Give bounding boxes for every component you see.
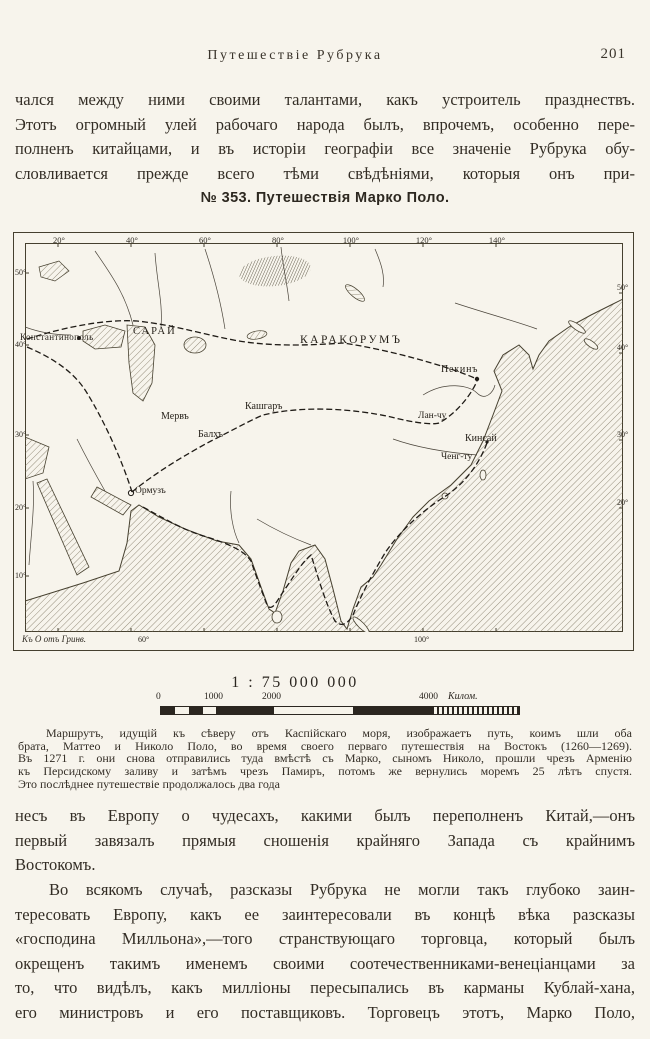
map-degree-label: 120° — [415, 235, 433, 245]
map-place-ormuz: Ормузъ — [135, 486, 166, 496]
text-line: Этотъ огромный улей рабочаго народа былъ, впрочемъ, особенно пере- — [15, 114, 635, 134]
scale-tick-label: 4000 — [419, 692, 438, 702]
text-line: тересовать Европу, какъ ее заинтересовали въ концѣ вѣка разсказы — [15, 904, 635, 924]
scale-bar — [160, 706, 520, 715]
map-degree-label: 60° — [199, 235, 211, 245]
map-place-saraj: САРАЙ — [133, 326, 177, 337]
map-degree-label: 100° — [414, 635, 430, 644]
map-degree-label: 100° — [342, 235, 360, 245]
scale-bar-segment — [273, 707, 353, 714]
map-figure — [13, 232, 634, 651]
map-place-konstantinopol: Константинополь — [20, 332, 94, 342]
scale-bar-segment — [353, 707, 432, 714]
paragraph-bottom-2 — [15, 878, 635, 1025]
running-title: Путешествіе Рубрука — [207, 48, 383, 63]
scale-bar-segment — [216, 707, 273, 714]
caption-line: къ Персидскому заливу и затѣмъ чрезъ Памиръ, потомъ же вернулись моремъ 25 лѣтъ спустя. — [18, 764, 632, 779]
caption-line: Въ 1271 г. они снова отправились туда вмѣстѣ съ Марко, сыномъ Николо, прошли чрезъ Арменію — [18, 751, 632, 766]
text-line: словливается прежде всего тѣми свѣдѣніями, которыя онъ при- — [15, 163, 635, 183]
map-place-lanchu: Лан-чу — [418, 411, 447, 421]
map-place-merv: Мервъ — [161, 411, 189, 422]
map-meridian-note: Къ О отъ Гринв. — [22, 634, 87, 644]
map-degree-label: 50° — [617, 283, 629, 292]
scale-tick-label: 1000 — [204, 692, 223, 702]
map-degree-label: 20° — [15, 503, 27, 512]
scale-bar-segment — [432, 707, 519, 714]
scale-tick-label: 0 — [156, 692, 161, 702]
map-place-kinsai: Кинсай — [465, 433, 497, 444]
figure-title: № 353. Путешествія Марко Поло. — [200, 190, 450, 206]
caption-line: Маршрутъ, идущій къ сѣверу отъ Каспійскаго моря, изображаетъ путь, коимъ шли оба — [46, 726, 632, 740]
map-degree-label: 40° — [15, 340, 27, 349]
map-degree-label: 60° — [138, 635, 150, 644]
scale-tick-label: 2000 — [262, 692, 281, 702]
map-drawing — [25, 243, 623, 632]
map-scale-ratio: 1 : 75 000 000 — [231, 674, 359, 691]
map-place-pekin: Пекинъ — [441, 364, 479, 375]
paragraph-top — [15, 88, 635, 186]
text-line: Востокомъ. — [15, 855, 96, 874]
text-line: Во всякомъ случаѣ, разсказы Рубрука не могли такъ глубоко заин- — [49, 880, 635, 899]
figure-caption — [18, 727, 632, 791]
caption-line: брата, Маттео и Николо Поло, во время своего перваго путешествія на Востокъ (1260—1269). — [18, 738, 632, 753]
paragraph-bottom-1 — [15, 804, 635, 878]
caption-line: Это послѣднее путешествіе продолжалось два года — [18, 776, 280, 791]
map-degree-label: 30° — [617, 430, 629, 439]
map-degree-label: 20° — [617, 498, 629, 507]
text-line: окрещенъ такимъ именемъ своими соотечественниками-венеціанцами за — [15, 953, 635, 973]
map-degree-label: 50° — [15, 268, 27, 277]
map-degree-label: 40° — [617, 343, 629, 352]
map-degree-label: 40° — [126, 235, 138, 245]
text-line: его министровъ и его поставщиковъ. Торговецъ этотъ, Марко Поло, — [15, 1002, 635, 1022]
map-degree-label: 10° — [15, 571, 27, 580]
text-line: первый завязалъ прямыя сношенія крайняго Запада съ крайнимъ — [15, 830, 635, 850]
map-place-balkh: Балхъ — [198, 429, 224, 440]
page-number: 201 — [600, 46, 626, 62]
text-line: несъ въ Европу о чудесахъ, какими былъ переполненъ Китай,—онъ — [15, 806, 635, 825]
map-place-chengtu: Ченг-ту — [441, 452, 473, 462]
map-place-karakorum: КАРАКОРУМЪ — [300, 334, 403, 346]
text-line: то, что видѣлъ, какъ милліоны пересыпались въ карманы Кублай-хана, — [15, 978, 635, 997]
scale-bar-segment — [161, 707, 216, 714]
scale-unit-label: Килом. — [448, 691, 478, 702]
map-degree-label: 20° — [53, 235, 65, 245]
text-line: полненъ китайцами, и въ исторіи географіи все значеніе Рубрука обу- — [15, 139, 635, 158]
map-degree-label: 80° — [272, 235, 284, 245]
text-line: «господина Милльона»,—того странствующаго торговца, который былъ — [15, 929, 635, 948]
map-degree-label: 140° — [488, 235, 506, 245]
map-place-kashgar: Кашгаръ — [245, 401, 283, 412]
map-degree-label: 30° — [15, 430, 27, 439]
text-line: чался между ними своими талантами, какъ устроитель празднествъ. — [15, 90, 635, 109]
